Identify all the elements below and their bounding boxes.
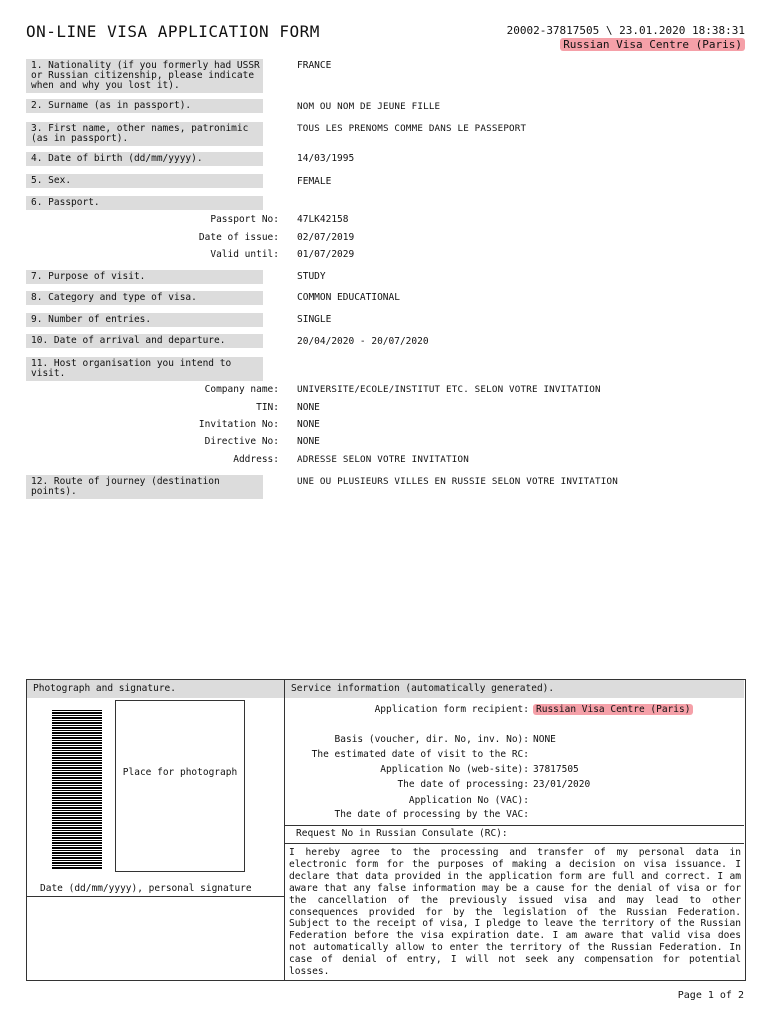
request-bottom-rule <box>285 843 744 844</box>
signature-box <box>26 896 285 981</box>
issue-date-label: Date of issue: <box>198 232 279 243</box>
field-4-label: 4. Date of birth (dd/mm/yyyy). <box>26 152 263 166</box>
service-section-heading: Service information (automatically generated). <box>285 680 744 698</box>
valid-until-label: Valid until: <box>210 249 279 260</box>
request-top-rule <box>285 825 744 826</box>
estimated-date-row <box>0 747 770 762</box>
field-11-label: 11. Host organisation you intend to visit. <box>26 357 263 381</box>
issue-date-value: 02/07/2019 <box>297 232 355 243</box>
field-12-label: 12. Route of journey (destination points). <box>26 475 263 499</box>
processing-date-value: 23/01/2020 <box>533 779 591 790</box>
field-9-value: SINGLE <box>297 314 332 325</box>
field-10-value: 20/04/2020 - 20/07/2020 <box>297 336 429 347</box>
invitation-no-value: NONE <box>297 419 320 430</box>
field-3-value: TOUS LES PRENOMS COMME DANS LE PASSEPORT <box>297 123 527 134</box>
vac-application-label: Application No (VAC): <box>408 795 529 806</box>
tin-value: NONE <box>297 402 320 413</box>
company-name-value: UNIVERSITE/ECOLE/INSTITUT ETC. SELON VOTRE INVITATION <box>297 384 601 395</box>
photo-placeholder: Place for photograph <box>122 767 238 778</box>
field-2-label: 2. Surname (as in passport). <box>26 99 263 113</box>
application-no-value: 37817505 <box>533 764 579 775</box>
form-title: ON-LINE VISA APPLICATION FORM <box>26 22 320 41</box>
basis-label: Basis (voucher, dir. No, inv. No): <box>334 734 529 745</box>
application-no-row <box>0 762 770 777</box>
directive-no-label: Directive No: <box>204 436 279 447</box>
address-label: Address: <box>233 454 279 465</box>
recipient-highlight: Russian Visa Centre (Paris) <box>533 704 693 715</box>
field-8-value: COMMON EDUCATIONAL <box>297 292 400 303</box>
photo-section-heading: Photograph and signature. <box>27 680 284 698</box>
basis-row <box>0 732 770 747</box>
recipient-label: Application form recipient: <box>374 704 529 715</box>
vac-processing-row <box>0 807 770 822</box>
field-5-value: FEMALE <box>297 176 332 187</box>
field-7-label: 7. Purpose of visit. <box>26 270 263 284</box>
tin-label: TIN: <box>256 402 279 413</box>
field-8-label: 8. Category and type of visa. <box>26 291 263 305</box>
field-7-value: STUDY <box>297 271 326 282</box>
passport-no-value: 47LK42158 <box>297 214 349 225</box>
estimated-date-label: The estimated date of visit to the RC: <box>311 749 529 760</box>
vac-application-row <box>0 793 770 808</box>
field-1-label: 1. Nationality (if you formerly had USSR or Russian citizenship, please indicate when and why you lost it). <box>26 59 263 93</box>
signature-label: Date (dd/mm/yyyy), personal signature <box>40 883 252 894</box>
field-6-label: 6. Passport. <box>26 196 263 210</box>
request-no-label: Request No in Russian Consulate (RC): <box>296 828 508 839</box>
directive-no-value: NONE <box>297 436 320 447</box>
visa-centre-highlight: Russian Visa Centre (Paris) <box>560 38 745 51</box>
field-2-value: NOM OU NOM DE JEUNE FILLE <box>297 101 441 112</box>
vac-processing-label: The date of processing by the VAC: <box>334 809 529 820</box>
field-3-label: 3. First name, other names, patronimic (as in passport). <box>26 122 263 146</box>
application-no-label: Application No (web-site): <box>380 764 529 775</box>
passport-no-label: Passport No: <box>210 214 279 225</box>
basis-value: NONE <box>533 734 556 745</box>
page-number: Page 1 of 2 <box>677 990 744 1001</box>
processing-date-label: The date of processing: <box>397 779 529 790</box>
field-9-label: 9. Number of entries. <box>26 313 263 327</box>
company-name-label: Company name: <box>204 384 279 395</box>
processing-date-row <box>0 777 770 792</box>
declaration-text: I hereby agree to the processing and transfer of my personal data in electronic form for the purposes of making a decision on visa issuance. I declare that data provided in the application form are full and correct. I am aware that any false information may be a cause for the denial of visa or for the cancellation of the previously issued visa and may lead to other consequences provided for by the legislation of the Russian Federation. Subject to the receipt of visa, I pledge to leave the territory of the Russian Federation before the visa expiration date. I am aware that valid visa does not automatically allow to enter the territory of the Russian Federation. In case of denial of entry, I will not seek any compensation for potential losses. <box>289 847 741 978</box>
field-5-label: 5. Sex. <box>26 174 263 188</box>
application-reference <box>507 24 745 52</box>
reference-number: 20002-37817505 \ 23.01.2020 18:38:31 <box>506 24 745 37</box>
invitation-no-label: Invitation No: <box>198 419 279 430</box>
valid-until-value: 01/07/2029 <box>297 249 355 260</box>
field-4-value: 14/03/1995 <box>297 153 355 164</box>
address-value: ADRESSE SELON VOTRE INVITATION <box>297 454 469 465</box>
recipient-row <box>0 702 770 717</box>
field-12-value: UNE OU PLUSIEURS VILLES EN RUSSIE SELON VOTRE INVITATION <box>297 476 618 487</box>
field-10-label: 10. Date of arrival and departure. <box>26 334 263 348</box>
field-1-value: FRANCE <box>297 60 332 71</box>
